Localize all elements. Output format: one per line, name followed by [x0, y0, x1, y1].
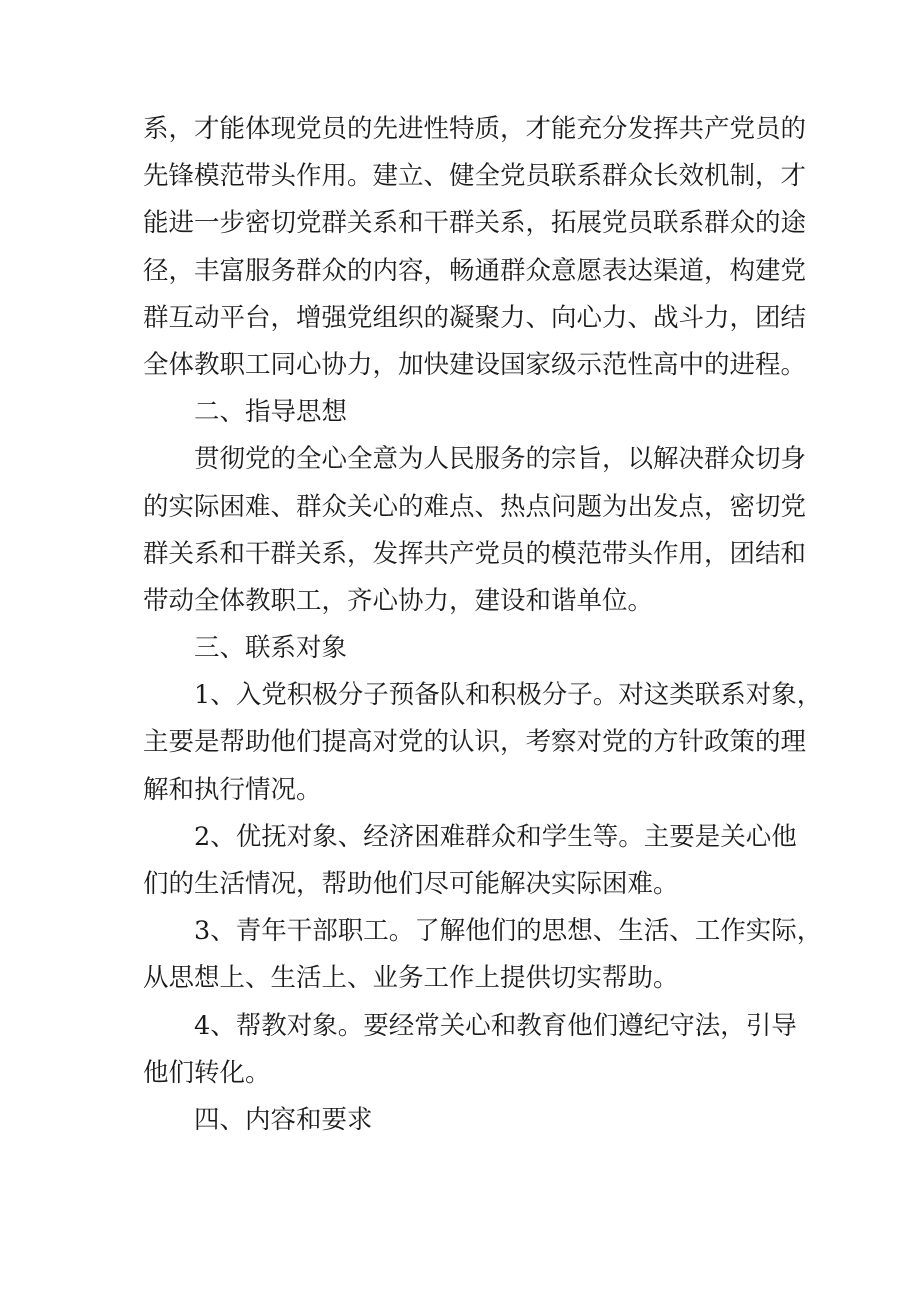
guiding-thought-paragraph: [143, 436, 807, 625]
text-line: 他们转化。: [143, 1057, 271, 1088]
contact-item-3-paragraph: [143, 908, 823, 1002]
text-line: 群关系和干群关系，发挥共产党员的模范带头作用，团结和: [143, 538, 807, 569]
text-line: 3、青年干部职工。了解他们的思想、生活、工作实际，: [194, 916, 823, 947]
text-line: 径，丰富服务群众的内容，畅通群众意愿表达渠道，构建党: [143, 255, 807, 286]
text-line: 带动全体教职工，齐心协力，建设和谐单位。: [143, 585, 654, 616]
text-line: 群互动平台，增强党组织的凝聚力、向心力、战斗力，团结: [143, 302, 807, 333]
text-line: 2、优抚对象、经济困难群众和学生等。主要是关心他: [194, 821, 797, 852]
text-line: 能进一步密切党群关系和干群关系，拓展党员联系群众的途: [143, 208, 807, 239]
contact-item-4-paragraph: [143, 1003, 797, 1097]
text-line: 们的生活情况，帮助他们尽可能解决实际困难。: [143, 869, 679, 899]
section-heading-content-requirements: [143, 1097, 783, 1144]
document-body: [143, 106, 823, 1144]
contact-item-1-paragraph: [143, 672, 823, 814]
intro-continued-paragraph: [143, 106, 807, 389]
section-heading-guiding-thought: [143, 389, 783, 436]
heading-text: 二、指导思想: [194, 397, 348, 428]
heading-text: 三、联系对象: [194, 633, 348, 664]
text-line: 从思想上、生活上、业务工作上提供切实帮助。: [143, 963, 679, 994]
text-line: 先锋模范带头作用。建立、健全党员联系群众长效机制，才: [143, 161, 807, 192]
text-line: 解和执行情况。: [143, 774, 322, 805]
text-line: 1、入党积极分子预备队和积极分子。对这类联系对象，: [194, 680, 823, 711]
text-line: 全体教职工同心协力，加快建设国家级示范性高中的进程。: [143, 349, 807, 380]
heading-text: 四、内容和要求: [194, 1104, 373, 1135]
text-line: 主要是帮助他们提高对党的认识，考察对党的方针政策的理: [143, 727, 807, 758]
text-line: 的实际困难、群众关心的难点、热点问题为出发点，密切党: [143, 491, 807, 522]
text-line: 4、帮教对象。要经常关心和教育他们遵纪守法，引导: [194, 1010, 797, 1041]
text-line: 贯彻党的全心全意为人民服务的宗旨，以解决群众切身: [194, 444, 807, 475]
contact-item-2-paragraph: [143, 814, 797, 908]
section-heading-contact-objects: [143, 625, 783, 672]
text-line: 系，才能体现党员的先进性特质，才能充分发挥共产党员的: [143, 114, 807, 144]
